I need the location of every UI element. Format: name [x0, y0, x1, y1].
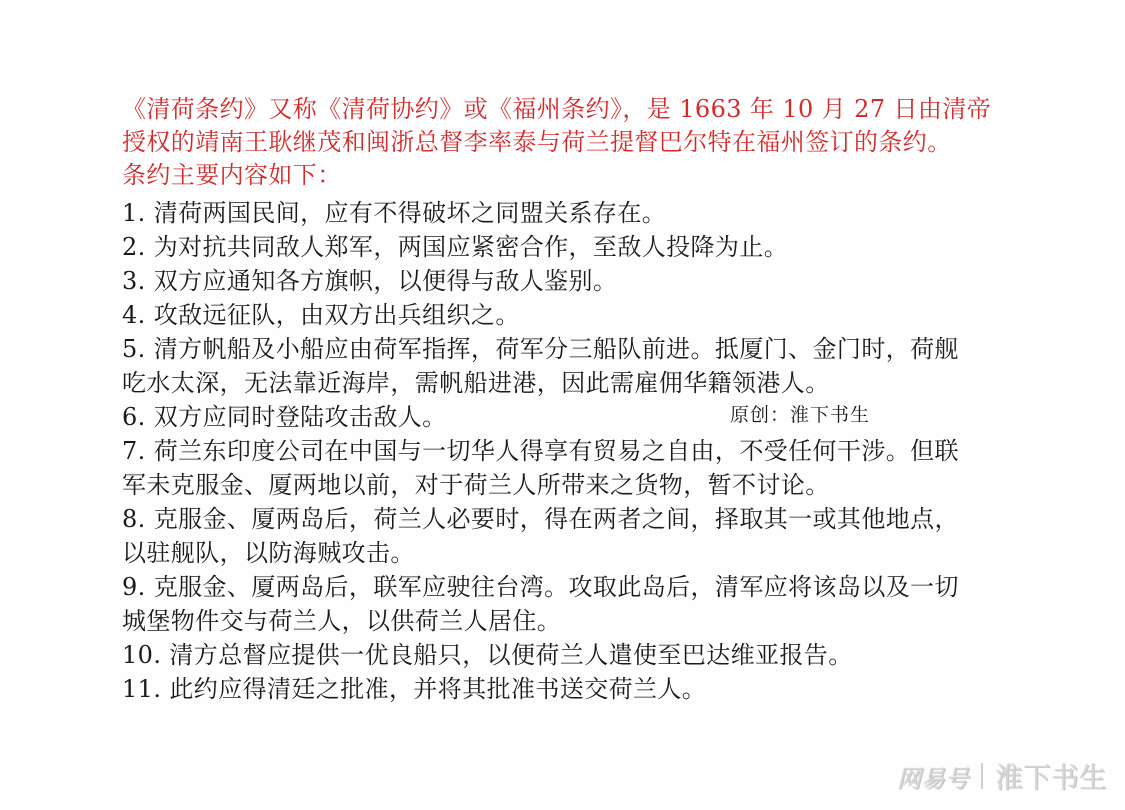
- intro-line-3: 条约主要内容如下：: [122, 161, 342, 189]
- intro-line-1: 《清荷条约》又称《清荷协约》或《福州条约》，是 1663 年 10 月 27 日由清帝: [122, 95, 992, 123]
- watermark-divider: [981, 763, 983, 789]
- watermark: [897, 756, 1107, 796]
- clause-8-line-1: 8. 克服金、厦两岛后，荷兰人必要时，得在两者之间，择取其一或其他地点，: [122, 505, 959, 533]
- treaty-clause-list: [122, 196, 1022, 706]
- clause-2: 2. 为对抗共同敌人郑军，两国应紧密合作，至敌人投降为止。: [122, 233, 789, 261]
- clause-3: 3. 双方应通知各方旗帜，以便得与敌人鉴别。: [122, 267, 618, 295]
- watermark-brand: 网易号: [896, 764, 969, 793]
- clause-6: 6. 双方应同时登陆攻击敌人。: [122, 403, 447, 431]
- clause-1: 1. 清荷两国民间，应有不得破坏之同盟关系存在。: [122, 199, 667, 227]
- clause-9-line-2: 城堡物件交与荷兰人，以供荷兰人居住。: [122, 607, 562, 635]
- clause-7-line-1: 7. 荷兰东印度公司在中国与一切华人得享有贸易之自由，不受任何干涉。但联: [122, 437, 959, 465]
- watermark-author: 淮下书生: [994, 761, 1107, 794]
- clause-11: 11. 此约应得清廷之批准，并将其批准书送交荷兰人。: [122, 675, 707, 703]
- clause-5-line-1: 5. 清方帆船及小船应由荷军指挥，荷军分三船队前进。抵厦门、金门时，荷舰: [122, 335, 959, 363]
- treaty-introduction: [122, 93, 1022, 192]
- clause-7-line-2: 军未克服金、厦两地以前，对于荷兰人所带来之货物，暂不讨论。: [122, 471, 830, 499]
- clause-10: 10. 清方总督应提供一优良船只，以便荷兰人遣使至巴达维亚报告。: [122, 641, 853, 669]
- author-credit: 原创：淮下书生: [730, 404, 871, 426]
- clause-5-line-2: 吃水太深，无法靠近海岸，需帆船进港，因此需雇佣华籍领港人。: [122, 369, 830, 397]
- clause-9-line-1: 9. 克服金、厦两岛后，联军应驶往台湾。攻取此岛后，清军应将该岛以及一切: [122, 573, 959, 601]
- intro-line-2: 授权的靖南王耿继茂和闽浙总督李率泰与荷兰提督巴尔特在福州签订的条约。: [122, 128, 952, 156]
- clause-8-line-2: 以驻舰队，以防海贼攻击。: [122, 539, 415, 567]
- clause-4: 4. 攻敌远征队，由双方出兵组织之。: [122, 301, 520, 329]
